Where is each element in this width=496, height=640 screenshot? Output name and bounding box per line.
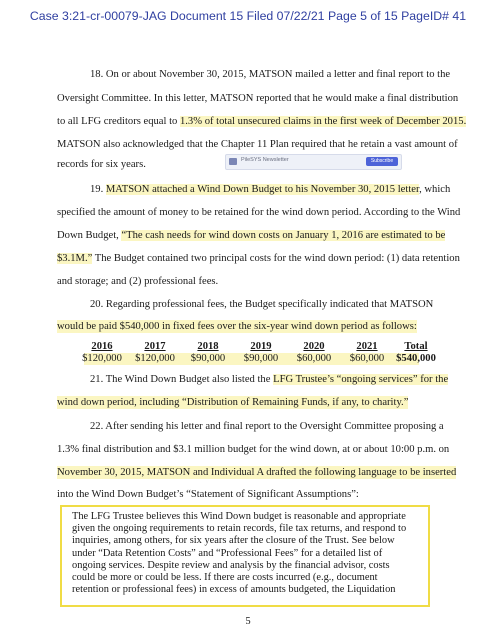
quote-line: ongoing services. Despite review and analysis by the financial advisor, costs [72, 559, 390, 571]
page-number: 5 [245, 616, 251, 627]
p18-line-5: records for six years. [57, 159, 146, 170]
p19-line-1-end: , which [419, 184, 451, 195]
p21-highlight-services: LFG Trustee’s “ongoing services” for the [273, 374, 449, 385]
fees-value: $90,000 [243, 353, 279, 364]
p22-line-2: 1.3% final distribution and $3.1 million budget for the wind down, at or about 10:00 p.m. on [57, 444, 450, 455]
p20-line-1: 20. Regarding professional fees, the Budget specifically indicated that MATSON [90, 299, 434, 310]
fees-year: 2021 [356, 341, 378, 352]
newsletter-widget [225, 154, 402, 170]
p21-line-2: wind down period, including “Distribution of Remaining Funds, if any, to charity.” [57, 397, 409, 408]
fees-year: 2017 [144, 341, 166, 352]
quote-line: given the ongoing requirements to retain records, file tax returns, and respond to [72, 523, 407, 535]
p19-highlight-budget: MATSON attached a Wind Down Budget to his November 30, 2015 letter [105, 184, 420, 195]
fees-year: 2016 [91, 341, 113, 352]
p19-line-5: and storage; and (2) professional fees. [57, 276, 219, 287]
quote-line: retention or professional fees) in excess of amounts budgeted, the Liquidation [72, 584, 396, 596]
p18-line-1: 18. On or about November 30, 2015, MATSON mailed a letter and final report to the [90, 69, 451, 80]
p18-line-2: Oversight Committee. In this letter, MATSON reported that he would make a final distribution [57, 93, 459, 104]
quote-line: The LFG Trustee believes this Wind Down budget is reasonable and appropriate [72, 511, 406, 522]
p18-highlight-distribution: 1.3% of total unsecured claims in the first week of December 2015. [179, 116, 467, 127]
p22-line-4: into the Wind Down Budget’s “Statement of Significant Assumptions”: [57, 489, 359, 500]
fees-values-row [82, 353, 436, 365]
fees-year: 2019 [250, 341, 272, 352]
quoted-assumptions-box [60, 505, 430, 607]
fees-value: $60,000 [296, 353, 332, 364]
case-header: Case 3:21-cr-00079-JAG Document 15 Filed 07/22/21 Page 5 of 15 PageID# 41 [29, 9, 467, 23]
fees-value: $60,000 [349, 353, 385, 364]
subscribe-button-label: Subscribe [370, 158, 394, 164]
fees-year: 2020 [303, 341, 325, 352]
p22-line-1: 22. After sending his letter and final report to the Oversight Committee proposing a [90, 421, 444, 432]
p19-highlight-quote: “The cash needs for wind down costs on January 1, 2016 are estimated to be [121, 230, 446, 241]
fees-value: $120,000 [135, 353, 175, 364]
subscribe-button[interactable] [366, 157, 398, 166]
newsletter-label: PileSYS Newsletter [241, 157, 289, 163]
p19-line-3 [57, 229, 445, 242]
p18-line-4: MATSON also acknowledged that the Chapter 11 Plan required that he retain a vast amount of [57, 139, 458, 150]
p18-line-3-text: to all LFG creditors equal to [57, 116, 180, 127]
fees-years-row [84, 341, 428, 353]
p21-line-1-text: 21. The Wind Down Budget also listed the [90, 374, 274, 385]
p22-line-3: November 30, 2015, MATSON and Individual A drafted the following language to be inserted [57, 467, 457, 478]
fees-total-value: $540,000 [396, 353, 436, 364]
fees-value: $120,000 [82, 353, 122, 364]
newsletter-icon [229, 158, 237, 165]
p19-line-1 [90, 183, 450, 196]
fees-value: $90,000 [190, 353, 226, 364]
fees-year: 2018 [197, 341, 219, 352]
p20-line-2: would be paid $540,000 in fixed fees over the six-year wind down period as follows: [57, 321, 417, 332]
p19-line-4 [57, 252, 460, 265]
p19-highlight-amount: $3.1M.” [57, 253, 93, 264]
quote-line: inquiries, among others, for six years after the closure of the Trust. See below [72, 535, 395, 547]
fees-table [82, 341, 436, 365]
quote-line: under “Data Retention Costs” and “Professional Fees” for a detailed list of [72, 547, 383, 559]
p19-line-3-text: Down Budget, [57, 230, 122, 241]
p21-line-1 [90, 373, 448, 386]
p19-line-2: specified the amount of money to be retained for the wind down period. According to the Wind [57, 207, 461, 218]
fees-total-label: Total [404, 341, 428, 352]
p18-line-3 [57, 115, 466, 128]
p19-line-4-text: The Budget contained two principal costs for the wind down period: (1) data retention [92, 253, 460, 264]
p19-number: 19. [90, 184, 106, 195]
quote-line: could be more or could be less. If there are costs incurred (e.g., document [72, 572, 378, 584]
